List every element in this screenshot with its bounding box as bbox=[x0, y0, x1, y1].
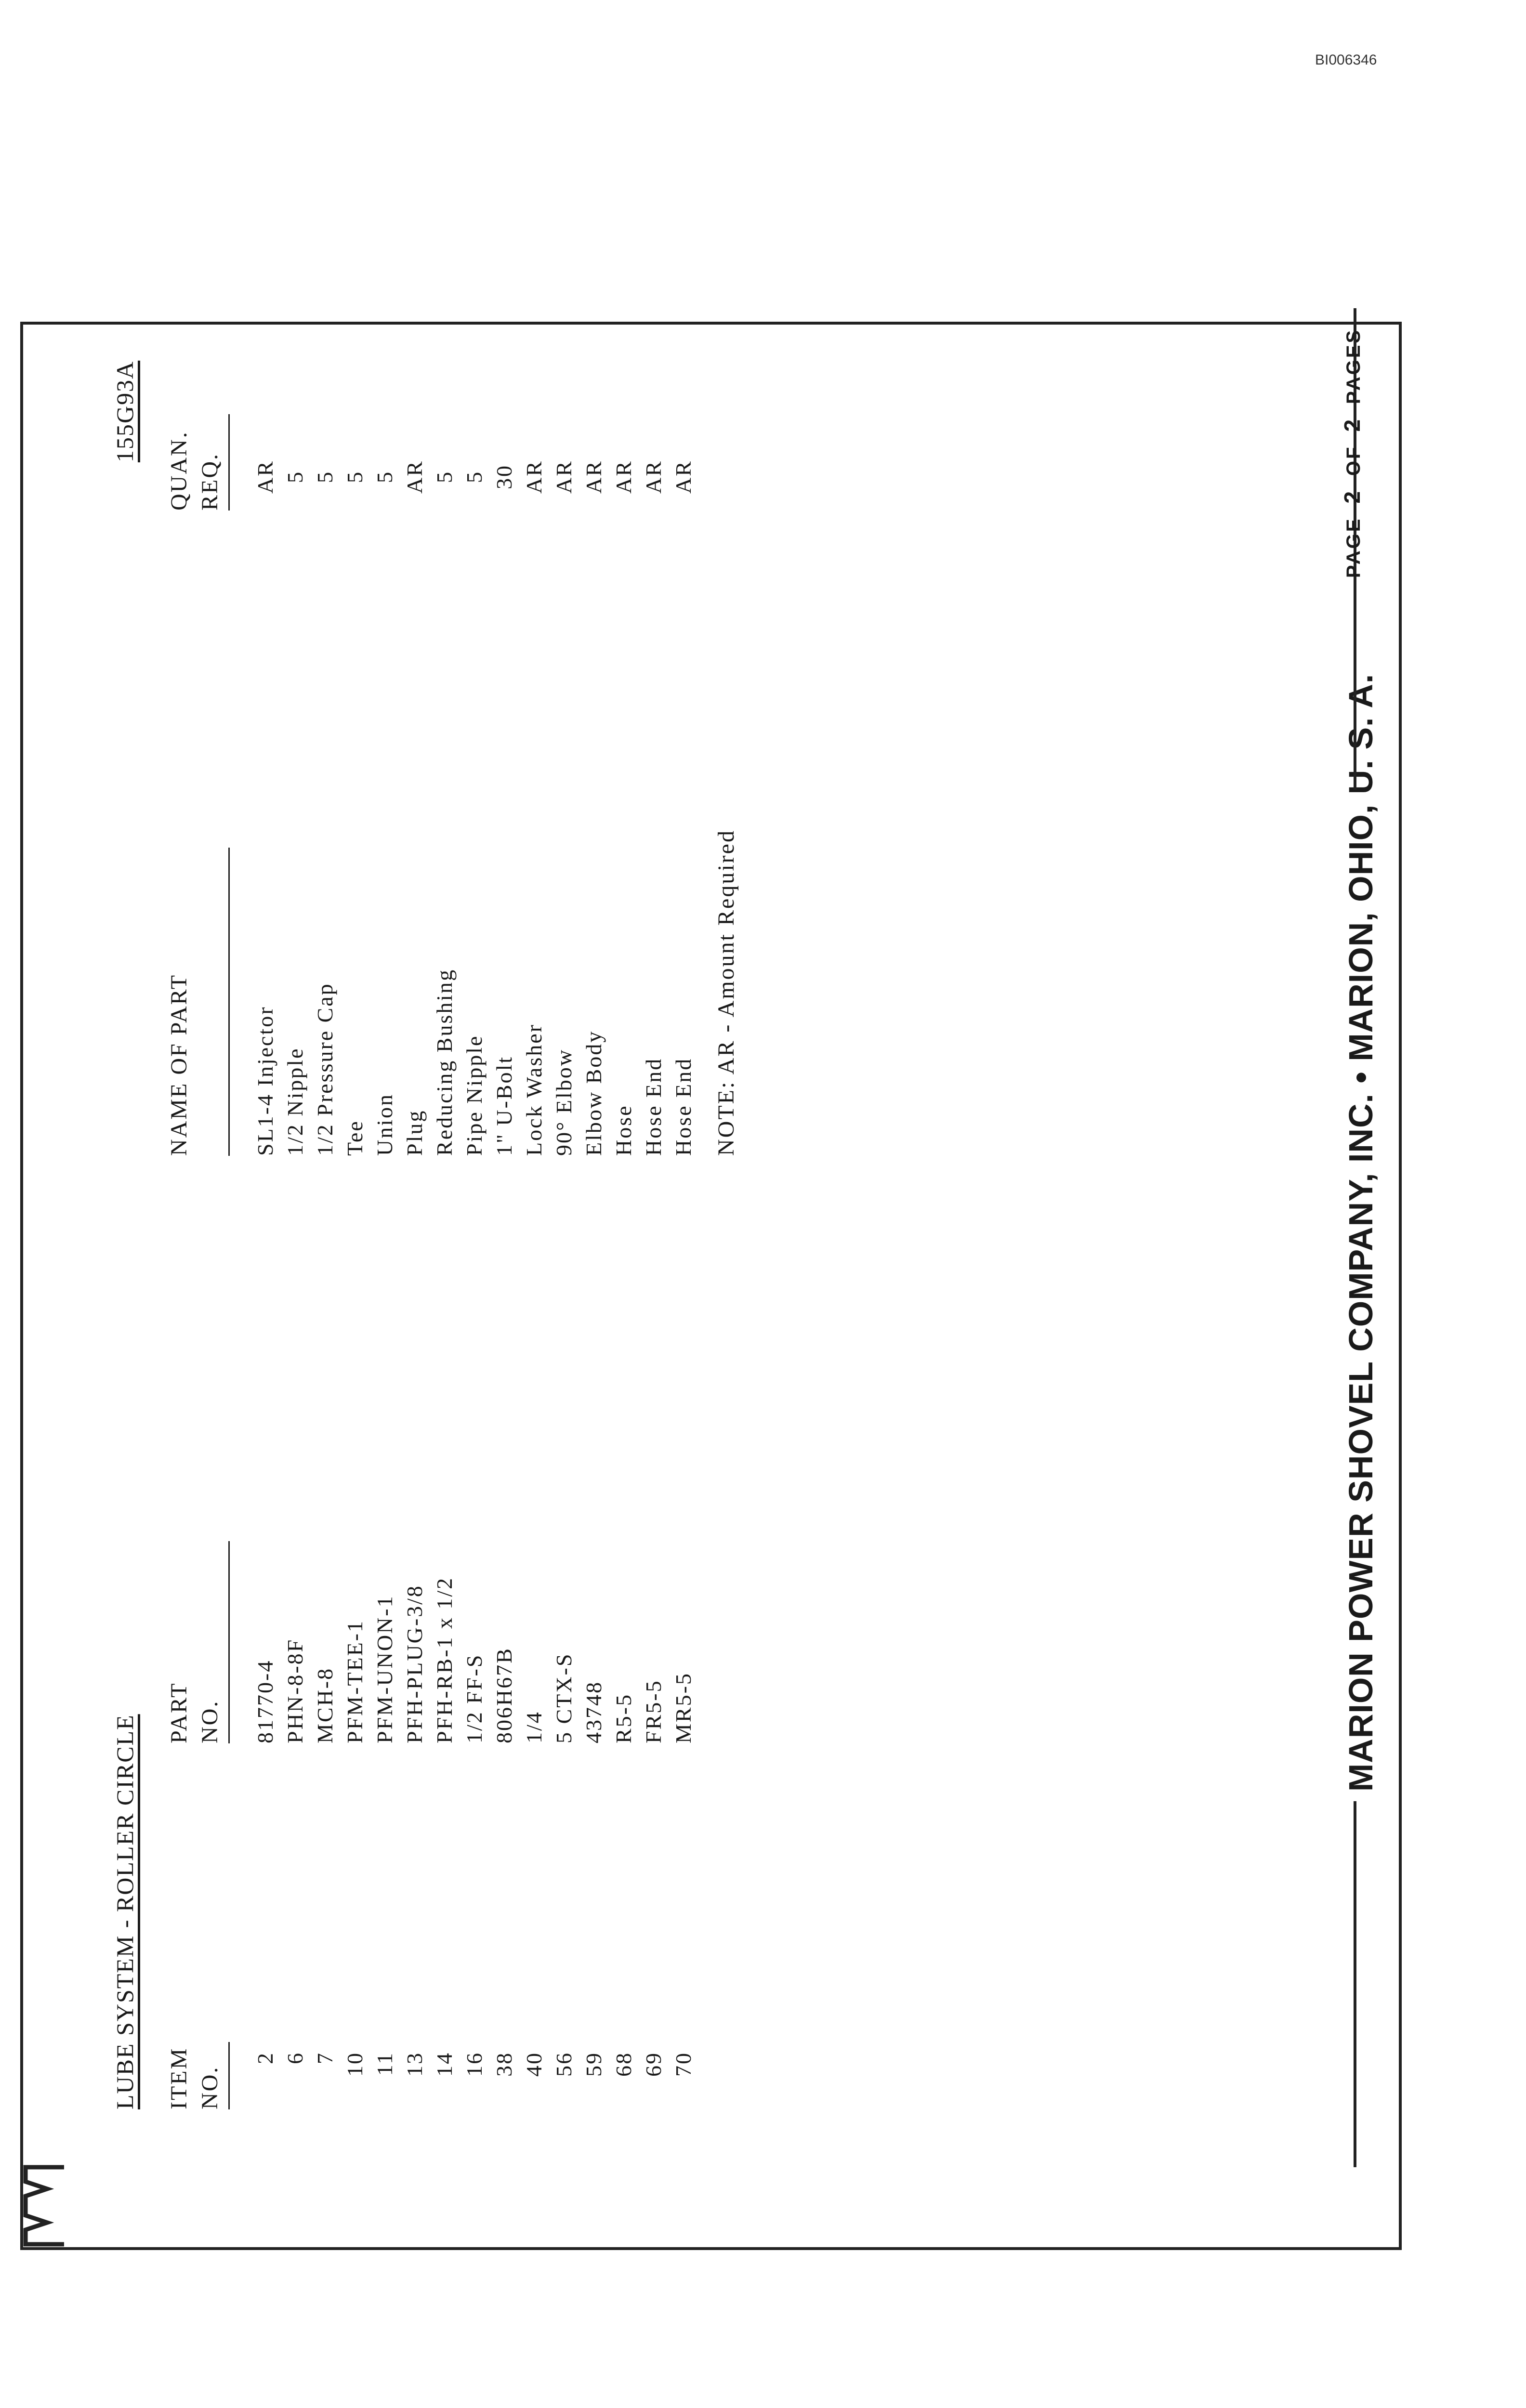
table-row bbox=[489, 308, 519, 2167]
table-row bbox=[280, 308, 310, 2167]
part-no: PHN-8-8F bbox=[283, 1638, 307, 1743]
table-row bbox=[549, 308, 579, 2167]
part-name: Hose End bbox=[671, 1057, 696, 1156]
quantity: AR bbox=[402, 460, 427, 494]
part-name: Pipe Nipple bbox=[462, 1034, 487, 1156]
part-no: R5-5 bbox=[611, 1693, 636, 1743]
part-name: Hose bbox=[611, 1104, 636, 1156]
item-no: 69 bbox=[641, 2052, 666, 2077]
table-row bbox=[669, 308, 698, 2167]
quantity: 30 bbox=[492, 464, 516, 489]
part-no: MR5-5 bbox=[671, 1672, 696, 1743]
quantity: 5 bbox=[313, 471, 337, 483]
quantity: 5 bbox=[432, 471, 457, 483]
table-row bbox=[430, 308, 460, 2167]
part-no: MCH-8 bbox=[313, 1667, 337, 1743]
part-name: Tee bbox=[342, 1120, 367, 1156]
quantity: AR bbox=[641, 460, 666, 494]
form-title: LUBE SYSTEM - ROLLER CIRCLE bbox=[111, 1714, 138, 2109]
table-row bbox=[310, 308, 340, 2167]
part-no: FR5-5 bbox=[641, 1679, 666, 1743]
header-item-no: ITEM NO. bbox=[164, 2042, 230, 2109]
table-row bbox=[609, 308, 639, 2167]
quantity: 5 bbox=[283, 471, 307, 483]
document-id: BI006346 bbox=[1315, 52, 1377, 68]
item-no: 7 bbox=[313, 2052, 337, 2064]
part-name: Reducing Bushing bbox=[432, 968, 457, 1156]
table-row bbox=[400, 308, 430, 2167]
table-row bbox=[460, 308, 489, 2167]
part-name: 1" U-Bolt bbox=[492, 1055, 516, 1156]
table-row bbox=[519, 308, 549, 2167]
part-name: Elbow Body bbox=[581, 1030, 606, 1156]
note-text: NOTE: AR - Amount Required bbox=[713, 829, 739, 1156]
part-no: 806H67B bbox=[492, 1647, 516, 1743]
item-no: 56 bbox=[552, 2052, 576, 2077]
company-name: MARION POWER SHOVEL COMPANY, INC. • MARION, OHIO, U. S. A. bbox=[1342, 673, 1380, 1792]
item-no: 10 bbox=[342, 2052, 367, 2077]
page-indicator: PAGE2OF2PAGES bbox=[1340, 328, 1365, 578]
quantity: 5 bbox=[372, 471, 397, 483]
header-name-of-part: NAME OF PART bbox=[164, 848, 230, 1156]
table-row bbox=[370, 308, 400, 2167]
item-no: 40 bbox=[522, 2052, 546, 2077]
part-no: 5 CTX-S bbox=[552, 1652, 576, 1743]
item-no: 59 bbox=[581, 2052, 606, 2077]
part-no: PFH-RB-1 x 1/2 bbox=[432, 1576, 457, 1743]
quantity: AR bbox=[671, 460, 696, 494]
part-no: PFH-PLUG-3/8 bbox=[402, 1584, 427, 1743]
part-no: 81770-4 bbox=[253, 1659, 277, 1743]
part-no: 1/4 bbox=[522, 1711, 546, 1743]
item-no: 11 bbox=[372, 2052, 397, 2076]
quantity: 5 bbox=[462, 471, 487, 483]
item-no: 70 bbox=[671, 2052, 696, 2077]
header-part-no: PART NO. bbox=[164, 1541, 230, 1743]
quantity: 5 bbox=[342, 471, 367, 483]
part-no: 1/2 FF-S bbox=[462, 1653, 487, 1743]
item-no: 13 bbox=[402, 2052, 427, 2077]
table-row bbox=[340, 308, 370, 2167]
item-no: 38 bbox=[492, 2052, 516, 2077]
quantity: AR bbox=[522, 460, 546, 494]
part-no: PFM-UNON-1 bbox=[372, 1595, 397, 1743]
quantity: AR bbox=[611, 460, 636, 494]
item-no: 14 bbox=[432, 2052, 457, 2077]
part-name: Hose End bbox=[641, 1057, 666, 1156]
header-quantity-required: QUAN. REQ. bbox=[164, 414, 230, 510]
part-name: 1/2 Nipple bbox=[283, 1047, 307, 1156]
part-name: Union bbox=[372, 1093, 397, 1156]
quantity: AR bbox=[581, 460, 606, 494]
form-content bbox=[111, 308, 1411, 2167]
item-no: 16 bbox=[462, 2052, 487, 2077]
part-name: Plug bbox=[402, 1109, 427, 1156]
form-doc-number: 155G93A bbox=[111, 360, 138, 462]
part-name: SL1-4 Injector bbox=[253, 1006, 277, 1156]
table-row bbox=[639, 308, 669, 2167]
table-row bbox=[250, 308, 280, 2167]
footer-rule-left bbox=[1354, 1801, 1356, 2167]
part-name: Lock Washer bbox=[522, 1023, 546, 1156]
part-name: 1/2 Pressure Cap bbox=[313, 982, 337, 1156]
item-no: 2 bbox=[253, 2052, 277, 2064]
part-no: 43748 bbox=[581, 1681, 606, 1743]
marion-logo-icon bbox=[18, 2162, 71, 2249]
quantity: AR bbox=[253, 460, 277, 494]
table-row bbox=[579, 308, 609, 2167]
item-no: 68 bbox=[611, 2052, 636, 2077]
part-name: 90° Elbow bbox=[552, 1048, 576, 1156]
quantity: AR bbox=[552, 460, 576, 494]
part-no: PFM-TEE-1 bbox=[342, 1620, 367, 1743]
item-no: 6 bbox=[283, 2052, 307, 2064]
